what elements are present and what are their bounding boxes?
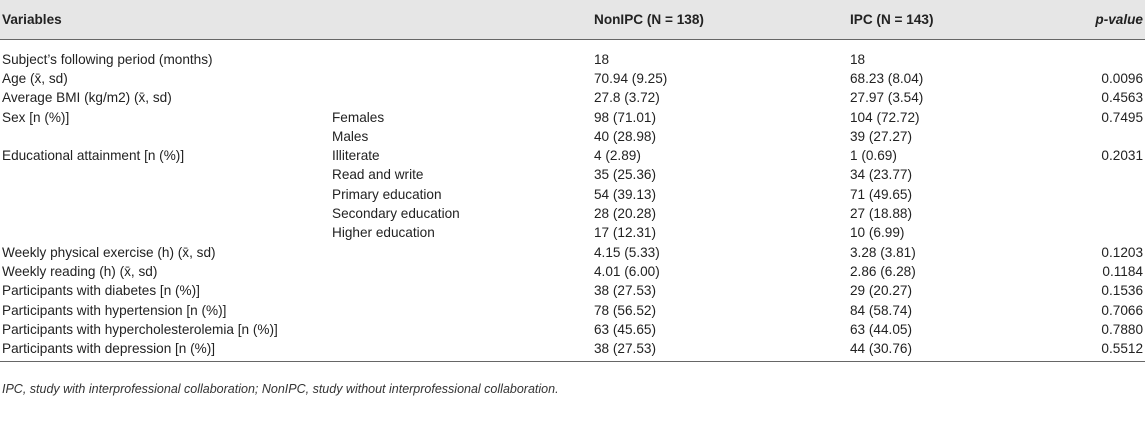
cell-nonipc: 4.01 (6.00) xyxy=(594,263,660,279)
cell-nonipc: 18 xyxy=(594,51,610,67)
table-row xyxy=(0,88,1145,107)
cell-pvalue xyxy=(1074,204,1145,223)
cell-variable: Educational attainment [n (%)] xyxy=(2,148,185,164)
table-row xyxy=(0,165,1145,184)
cell-ipc: 68.23 (8.04) xyxy=(850,70,924,86)
cell-variable xyxy=(0,127,330,146)
cell-pvalue: 0.1203 xyxy=(1101,244,1143,260)
table-row xyxy=(0,262,1145,281)
cell-ipc: 27 (18.88) xyxy=(850,206,912,222)
cell-ipc: 63 (44.05) xyxy=(850,321,912,337)
cell-ipc: 1 (0.69) xyxy=(850,148,897,164)
cell-ipc: 44 (30.76) xyxy=(848,339,1074,362)
cell-pvalue: 0.7880 xyxy=(1101,321,1143,337)
cell-subcategory xyxy=(330,281,592,300)
cell-pvalue: 0.2031 xyxy=(1101,148,1143,164)
cell-pvalue: 0.5512 xyxy=(1074,339,1145,362)
cell-variable: Participants with depression [n (%)] xyxy=(0,339,330,362)
cell-variable: Sex [n (%)] xyxy=(2,109,70,125)
cell-nonipc: 27.8 (3.72) xyxy=(594,90,660,106)
cell-nonipc: 70.94 (9.25) xyxy=(594,70,668,86)
cell-subcategory xyxy=(330,300,592,319)
cell-pvalue: 0.4563 xyxy=(1101,90,1143,106)
cell-pvalue xyxy=(1074,127,1145,146)
cell-nonipc: 38 (27.53) xyxy=(594,283,656,299)
cell-variable: Weekly reading (h) (x̄, sd) xyxy=(2,263,158,279)
cell-pvalue xyxy=(1074,39,1145,69)
cell-pvalue: 0.1536 xyxy=(1101,283,1143,299)
cell-subcategory xyxy=(330,339,592,362)
cell-pvalue: 0.7066 xyxy=(1101,302,1143,318)
header-nonipc: NonIPC (N = 138) xyxy=(592,0,848,39)
cell-subcategory xyxy=(330,69,592,88)
cell-variable: Weekly physical exercise (h) (x̄, sd) xyxy=(2,244,216,260)
cell-pvalue xyxy=(1074,185,1145,204)
cell-subcategory: Secondary education xyxy=(332,206,460,222)
cell-ipc: 39 (27.27) xyxy=(850,128,912,144)
table-row xyxy=(0,107,1145,126)
table-row xyxy=(0,69,1145,88)
table-row xyxy=(0,339,1145,362)
cell-ipc: 34 (23.77) xyxy=(850,167,912,183)
cell-variable: Participants with hypertension [n (%)] xyxy=(2,302,227,318)
cell-variable: Average BMI (kg/m2) (x̄, sd) xyxy=(2,90,172,106)
cell-variable xyxy=(0,223,330,242)
header-ipc: IPC (N = 143) xyxy=(848,0,1074,39)
header-subcategory xyxy=(330,0,592,39)
cell-subcategory xyxy=(330,88,592,107)
cell-ipc: 10 (6.99) xyxy=(850,225,905,241)
cell-pvalue xyxy=(1074,165,1145,184)
cell-nonipc: 4.15 (5.33) xyxy=(594,244,660,260)
cell-ipc: 18 xyxy=(850,51,866,67)
cell-nonipc: 98 (71.01) xyxy=(594,109,656,125)
cell-ipc: 71 (49.65) xyxy=(850,186,912,202)
cell-pvalue: 0.1184 xyxy=(1102,263,1143,279)
table-row xyxy=(0,320,1145,339)
table-row xyxy=(0,39,1145,69)
cell-nonipc: 78 (56.52) xyxy=(594,302,656,318)
cell-subcategory xyxy=(330,320,592,339)
cell-variable: Participants with diabetes [n (%)] xyxy=(2,283,200,299)
table-body xyxy=(0,39,1145,362)
cell-pvalue xyxy=(1074,223,1145,242)
cell-subcategory xyxy=(330,39,592,69)
cell-nonipc: 40 (28.98) xyxy=(594,128,656,144)
cell-nonipc: 28 (20.28) xyxy=(594,206,656,222)
table-row xyxy=(0,300,1145,319)
cell-variable: Age (x̄, sd) xyxy=(2,70,68,86)
cell-ipc: 104 (72.72) xyxy=(850,109,920,125)
table-row xyxy=(0,281,1145,300)
cell-variable xyxy=(0,204,330,223)
header-variables: Variables xyxy=(0,0,330,39)
table-row xyxy=(0,127,1145,146)
cell-nonipc: 35 (25.36) xyxy=(594,167,656,183)
cell-ipc: 3.28 (3.81) xyxy=(850,244,916,260)
cell-subcategory: Males xyxy=(332,128,369,144)
table-row xyxy=(0,204,1145,223)
cell-subcategory: Illiterate xyxy=(332,148,380,164)
cell-subcategory xyxy=(330,242,592,261)
cell-nonipc: 17 (12.31) xyxy=(594,225,656,241)
cell-nonipc: 63 (45.65) xyxy=(594,321,656,337)
cell-subcategory: Females xyxy=(332,109,385,125)
cell-nonipc: 38 (27.53) xyxy=(592,339,848,362)
table-row xyxy=(0,185,1145,204)
cell-ipc: 27.97 (3.54) xyxy=(850,90,924,106)
cell-variable: Subject’s following period (months) xyxy=(2,51,213,67)
table-row xyxy=(0,146,1145,165)
cell-ipc: 2.86 (6.28) xyxy=(850,263,916,279)
table-header-row xyxy=(0,0,1145,39)
cell-ipc: 29 (20.27) xyxy=(850,283,912,299)
cell-pvalue: 0.7495 xyxy=(1101,109,1143,125)
cell-nonipc: 54 (39.13) xyxy=(594,186,656,202)
cell-variable xyxy=(0,185,330,204)
table-row xyxy=(0,242,1145,261)
cell-ipc: 84 (58.74) xyxy=(850,302,912,318)
table-footnote: IPC, study with interprofessional collaboration; NonIPC, study without interprofessional collaboration. xyxy=(2,382,559,396)
cell-pvalue: 0.0096 xyxy=(1101,70,1143,86)
table-row xyxy=(0,223,1145,242)
cell-subcategory: Read and write xyxy=(332,167,424,183)
cell-variable xyxy=(0,165,330,184)
header-pvalue: p-value xyxy=(1074,0,1145,39)
cell-subcategory: Higher education xyxy=(332,225,435,241)
cell-subcategory xyxy=(330,262,592,281)
cell-nonipc: 4 (2.89) xyxy=(594,148,641,164)
cell-variable: Participants with hypercholesterolemia [n (%)] xyxy=(2,321,278,337)
cell-subcategory: Primary education xyxy=(332,186,442,202)
